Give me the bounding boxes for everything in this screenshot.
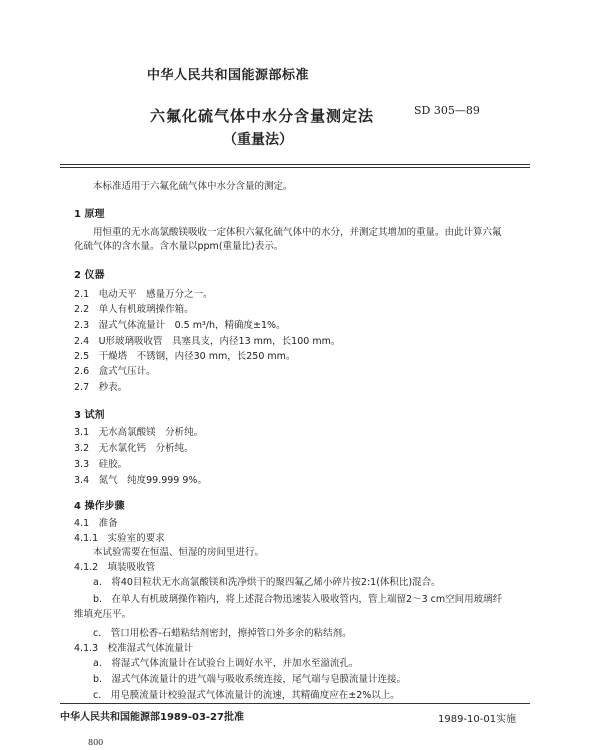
ministry-header: 中华人民共和国能源部标准 <box>147 68 310 83</box>
instrument-item: 2.3 湿式气体流量计 0.5 m³/h，精确度±1%。 <box>74 320 286 331</box>
standard-code: SD 305—89 <box>414 104 480 117</box>
step-4-1-3-c: c. 用皂膜流量计校验湿式气体流量计的流速，其精确度应在±2%以上。 <box>93 690 400 701</box>
approval-date: 中华人民共和国能源部1989-03-27批准 <box>60 712 244 723</box>
section-2-heading: 2 仪器 <box>74 270 105 281</box>
footer-divider <box>60 703 530 704</box>
subsection-4-1-2: 4.1.2 填装吸收管 <box>74 562 156 573</box>
subsection-4-1: 4.1 准备 <box>74 518 118 529</box>
instrument-item: 2.4 U形玻璃吸收管 具塞具支，内径13 mm，长100 mm。 <box>74 336 341 347</box>
step-4-1-2-c: c. 管口用松香-石蜡粘结剂密封，擦掉管口外多余的粘结剂。 <box>93 628 352 639</box>
step-4-1-2-b-line1: b. 在单人有机玻璃操作箱内，将上述混合物迅速装入吸收管内，管上端留2～3 cm空间用玻璃纤 <box>93 594 503 605</box>
document-subtitle: （重量法） <box>223 132 293 148</box>
page-number: 800 <box>88 738 104 747</box>
document-title: 六氟化硫气体中水分含量测定法 <box>150 107 375 125</box>
section-4-heading: 4 操作步骤 <box>74 501 125 512</box>
instrument-item: 2.5 干燥塔 不锈钢，内径30 mm，长250 mm。 <box>74 351 296 362</box>
intro-text: 本标准适用于六氟化硫气体中水分含量的测定。 <box>93 181 293 192</box>
instrument-item: 2.7 秒表。 <box>74 382 128 393</box>
reagent-item: 3.4 氮气 纯度99.999 9%。 <box>74 475 207 486</box>
instrument-item: 2.6 盒式气压计。 <box>74 366 156 377</box>
subsection-4-1-1: 4.1.1 实验室的要求 <box>74 533 165 544</box>
section-3-heading: 3 试剂 <box>74 410 105 421</box>
step-4-1-3-b: b. 湿式气体流量计的进气端与吸收系统连接，尾气端与皂膜流量计连接。 <box>93 674 407 685</box>
instrument-item: 2.1 电动天平 感量万分之一。 <box>74 289 213 300</box>
section-1-para-line1: 用恒重的无水高氯酸镁吸收一定体积六氟化硫气体中的水分，并测定其增加的重量。由此计算六氟 <box>93 227 502 238</box>
reagent-item: 3.2 无水氯化钙 分析纯。 <box>74 443 194 454</box>
subsection-4-1-1-text: 本试验需要在恒温、恒湿的房间里进行。 <box>93 547 265 558</box>
effective-date: 1989-10-01实施 <box>438 714 517 725</box>
step-4-1-2-a: a. 将40目粒状无水高氯酸镁和洗净烘干的聚四氟乙烯小碎片按2:1(体积比)混合。 <box>93 577 441 588</box>
header-divider <box>60 164 530 168</box>
step-4-1-2-b-line2: 维填充压平。 <box>74 609 132 620</box>
step-4-1-3-a: a. 将湿式气体流量计在试验台上调好水平，并加水至溢流孔。 <box>93 658 359 669</box>
reagent-item: 3.1 无水高氯酸镁 分析纯。 <box>74 427 204 438</box>
section-1-heading: 1 原理 <box>74 209 105 220</box>
instrument-item: 2.2 单人有机玻璃操作箱。 <box>74 304 194 315</box>
section-1-para-line2: 化硫气体的含水量。含水量以ppm(重量比)表示。 <box>74 241 284 252</box>
subsection-4-1-3: 4.1.3 校准湿式气体流量计 <box>74 643 194 654</box>
reagent-item: 3.3 硅胶。 <box>74 459 128 470</box>
